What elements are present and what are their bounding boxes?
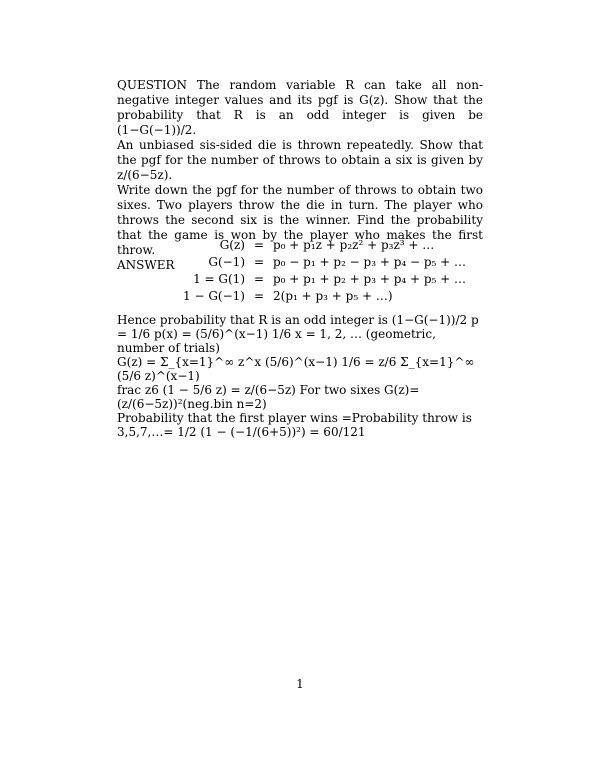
equation-rhs: p₀ + p₁z + p₂z² + p₃z³ + … [273,238,435,252]
equation-lhs: G(−1) [208,255,245,269]
question-paragraph-3: Write down the pgf for the number of throws to obtain two sixes. Two players throw the die in turn. The player who throws the second six is the winner. Find the probability that the game is won by the player who makes the first throw. [117,183,483,257]
equation-op: = [253,272,265,286]
equation-lhs: G(z) [219,238,245,252]
solution-block [117,313,483,439]
question-paragraph-1: QUESTION The random variable R can take all non-negative integer values and its pgf is G(z). Show that the probability that R is an odd integer is given be (1−G(−1))/2. [117,78,483,137]
solution-line-3: frac z6 (1 − 5/6 z) = z/(6−5z) For two sixes G(z)=(z/(6−5z))²(neg.bin n=2) [117,383,420,411]
equation-array [170,237,466,305]
equation-op: = [253,255,265,269]
question-paragraph-2: An unbiased sis-sided die is thrown repeatedly. Show that the pgf for the number of throws to obtain a six is given by z/(6−5z). [117,138,483,182]
equation-row [170,271,466,288]
equation-op: = [253,238,265,252]
answer-label: ANSWER [117,258,175,272]
equation-rhs: p₀ + p₁ + p₂ + p₃ + p₄ + p₅ + … [273,272,467,286]
equation-lhs: 1 = G(1) [193,272,245,286]
page-number: 1 [296,677,304,691]
equation-row [170,254,466,271]
equation-rhs: 2(p₁ + p₃ + p₅ + …) [273,289,393,303]
equation-row [170,237,466,254]
solution-line-4: Probability that the first player wins =Probability throw is 3,5,7,…= 1/2 (1 − (−1/(6+5))²) = 60/121 [117,411,472,439]
equation-rhs: p₀ − p₁ + p₂ − p₃ + p₄ − p₅ + … [273,255,467,269]
solution-line-2: G(z) = Σ_{x=1}^∞ z^x (5/6)^(x−1) 1/6 = z/6 Σ_{x=1}^∞ (5/6 z)^(x−1) [117,355,475,383]
equation-op: = [253,289,265,303]
solution-line-1: Hence probability that R is an odd integer is (1−G(−1))/2 p = 1/6 p(x) = (5/6)^(x−1) 1/6 x = 1, 2, … (geometric, number of trials) [117,313,479,355]
equation-row [170,288,466,305]
equation-lhs: 1 − G(−1) [183,289,245,303]
